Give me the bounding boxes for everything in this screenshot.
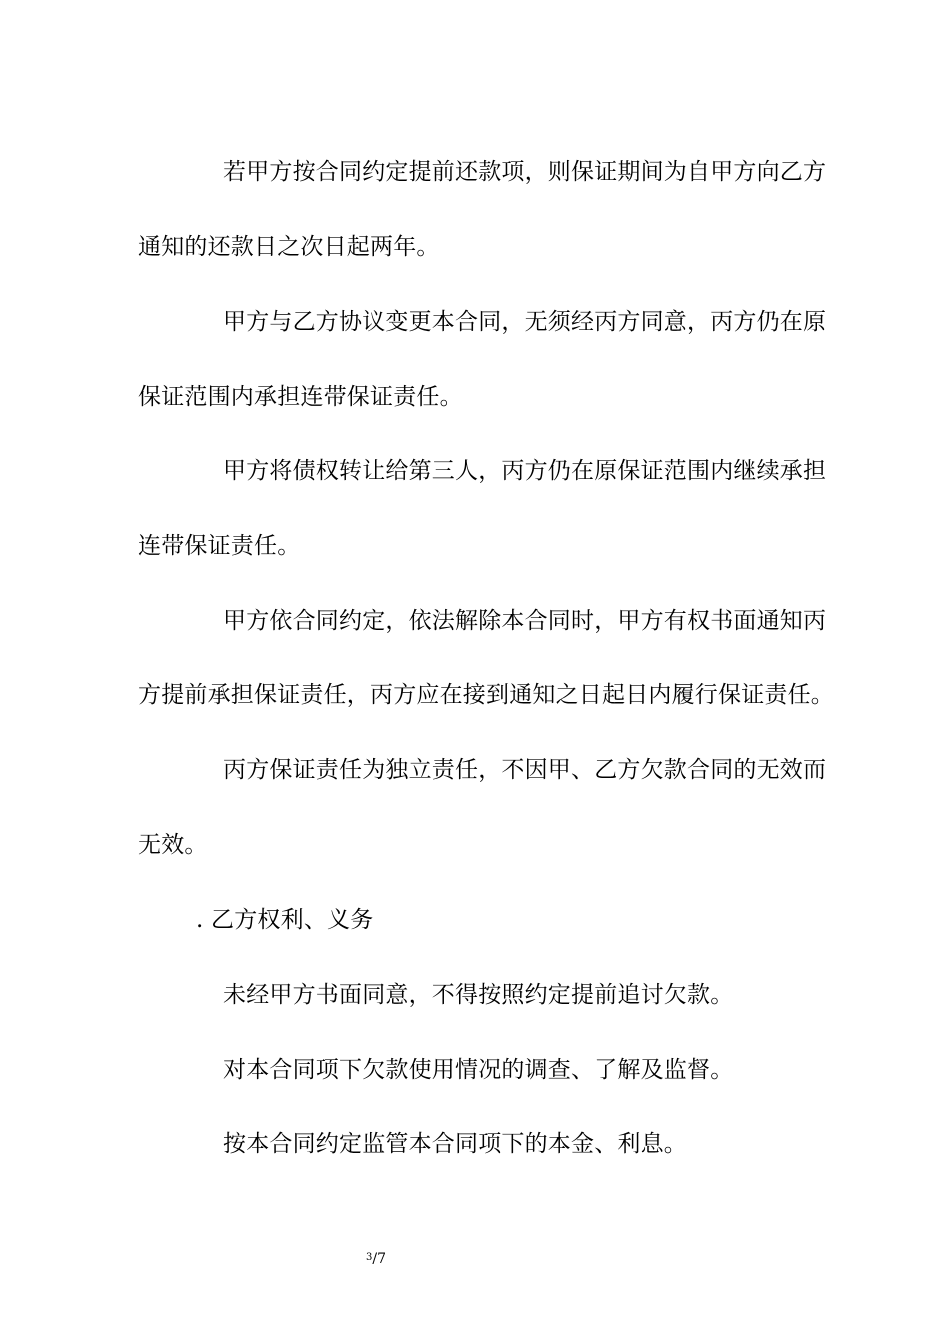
paragraph-1-line-2: 通知的还款日之次日起两年。 — [138, 234, 440, 260]
page-number-separator: / — [372, 1251, 378, 1267]
list-item: 按本合同约定监管本合同项下的本金、利息。 — [223, 1131, 687, 1157]
paragraph-2-line-2: 保证范围内承担连带保证责任。 — [138, 384, 463, 410]
paragraph-4-line-1: 甲方依合同约定，依法解除本合同时，甲方有权书面通知丙 — [223, 608, 827, 634]
paragraph-4-line-2: 方提前承担保证责任，丙方应在接到通知之日起日内履行保证责任。 — [138, 682, 834, 708]
section-heading: . 乙方权利、义务 — [196, 907, 374, 933]
paragraph-3-line-2: 连带保证责任。 — [138, 533, 301, 559]
list-item: 对本合同项下欠款使用情况的调查、了解及监督。 — [223, 1057, 734, 1083]
page-number-total: 7 — [377, 1251, 387, 1267]
paragraph-5-line-1: 丙方保证责任为独立责任，不因甲、乙方欠款合同的无效而 — [223, 757, 827, 783]
list-item: 未经甲方书面同意，不得按照约定提前追讨欠款。 — [223, 982, 734, 1008]
paragraph-3-line-1: 甲方将债权转让给第三人，丙方仍在原保证范围内继续承担 — [223, 458, 827, 484]
paragraph-2-line-1: 甲方与乙方协议变更本合同，无须经丙方同意，丙方仍在原 — [223, 309, 827, 335]
paragraph-5-line-2: 无效。 — [138, 832, 208, 858]
page-number-current: 3 — [366, 1252, 373, 1263]
page-number — [366, 1250, 386, 1270]
paragraph-1-line-1: 若甲方按合同约定提前还款项，则保证期间为自甲方向乙方 — [223, 159, 827, 185]
